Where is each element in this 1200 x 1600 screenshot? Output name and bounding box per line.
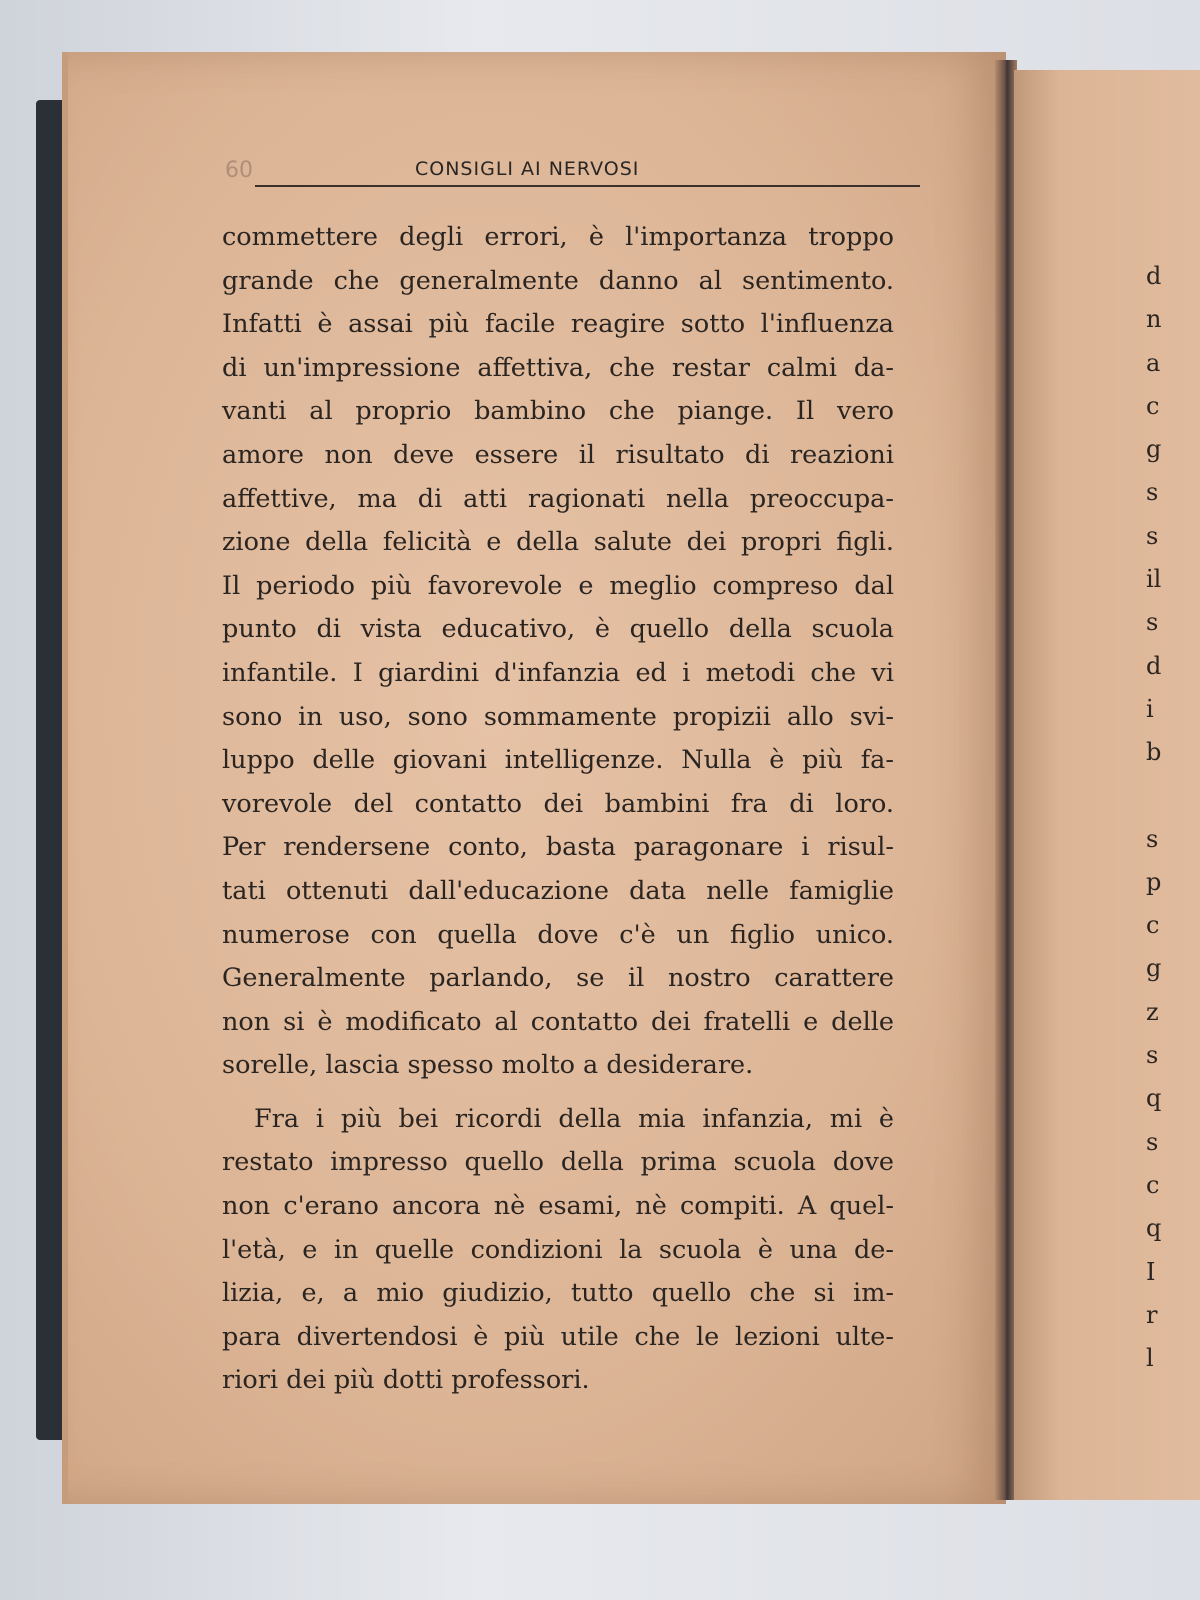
text-line: non si è modificato al contatto dei fratelli e delle <box>222 1006 894 1037</box>
text-line: tati ottenuti dall'educazione data nelle famiglie <box>222 875 894 906</box>
text-line: riori dei più dotti professori. <box>222 1365 590 1396</box>
right-fragment: I <box>1146 1257 1156 1286</box>
right-fragment: c <box>1146 391 1160 420</box>
right-fragment: q <box>1146 1084 1162 1113</box>
text-line: amore non deve essere il risultato di reazioni <box>222 439 894 470</box>
paragraph-2 <box>222 1098 894 1403</box>
right-fragment: c <box>1146 1170 1160 1199</box>
right-page-text <box>1146 255 1200 1380</box>
right-fragment: s <box>1146 521 1159 550</box>
text-line: vanti al proprio bambino che piange. Il vero <box>222 396 894 427</box>
text-line: non c'erano ancora nè esami, nè compiti. A quel- <box>222 1191 894 1222</box>
text-line: numerose con quella dove c'è un figlio unico. <box>222 919 894 950</box>
text-line: sono in uso, sono sommamente propizii allo svi- <box>222 701 894 732</box>
paragraph-gap <box>222 1088 894 1098</box>
text-line: para divertendosi è più utile che le lezioni ulte- <box>222 1321 894 1352</box>
text-line: punto di vista educativo, è quello della scuola <box>222 614 894 645</box>
right-fragment: r <box>1146 1300 1158 1329</box>
right-fragment: s <box>1146 478 1159 507</box>
right-fragment: i <box>1146 694 1154 723</box>
paragraph-1 <box>222 216 894 1088</box>
page-number: 60 <box>225 158 253 183</box>
text-line: infantile. I giardini d'infanzia ed i metodi che vi <box>222 657 894 688</box>
right-fragment: c <box>1146 911 1160 940</box>
body-text <box>222 216 894 1403</box>
right-fragment: g <box>1146 954 1162 983</box>
right-fragment: g <box>1146 435 1162 464</box>
text-line: zione della felicità e della salute dei propri figli. <box>222 527 894 558</box>
right-fragment: d <box>1146 651 1162 680</box>
right-fragment: s <box>1146 1041 1159 1070</box>
text-line: Per rendersene conto, basta paragonare i risul- <box>222 832 894 863</box>
right-gap <box>1146 775 1200 818</box>
text-line: Infatti è assai più facile reagire sotto l'influenza <box>222 309 894 340</box>
text-line: Generalmente parlando, se il nostro carattere <box>222 963 894 994</box>
right-fragment: z <box>1146 997 1159 1026</box>
right-fragment: n <box>1146 305 1162 334</box>
text-line: restato impresso quello della prima scuola dove <box>222 1147 894 1178</box>
right-fragment: a <box>1146 348 1161 377</box>
text-line: luppo delle giovani intelligenze. Nulla è più fa- <box>222 745 894 776</box>
page-header <box>225 150 895 190</box>
text-line: lizia, e, a mio giudizio, tutto quello che si im- <box>222 1278 894 1309</box>
text-line: sorelle, lascia spesso molto a desiderare. <box>222 1050 754 1081</box>
right-fragment: d <box>1146 262 1162 290</box>
text-line: di un'impressione affettiva, che restar calmi da- <box>222 352 894 383</box>
right-fragment: s <box>1146 1127 1159 1156</box>
right-fragment: p <box>1146 867 1162 896</box>
text-line: grande che generalmente danno al sentimento. <box>222 265 894 296</box>
right-fragment: s <box>1146 824 1159 853</box>
text-line: vorevole del contatto dei bambini fra di loro. <box>222 788 894 819</box>
text-line: Fra i più bei ricordi della mia infanzia, mi è <box>254 1103 894 1134</box>
right-fragment: q <box>1146 1214 1162 1243</box>
text-line: Il periodo più favorevole e meglio compreso dal <box>222 570 894 601</box>
right-fragment: s <box>1146 608 1159 637</box>
text-line: commettere degli errori, è l'importanza troppo <box>222 222 894 252</box>
right-fragment: b <box>1146 738 1162 767</box>
running-title: CONSIGLI AI NERVOSI <box>415 158 640 180</box>
text-line: l'età, e in quelle condizioni la scuola è una de- <box>222 1234 894 1265</box>
header-rule <box>255 185 920 187</box>
text-line: affettive, ma di atti ragionati nella preoccupa- <box>222 483 894 514</box>
right-fragment: l <box>1146 1344 1154 1373</box>
right-fragment: il <box>1146 565 1162 594</box>
